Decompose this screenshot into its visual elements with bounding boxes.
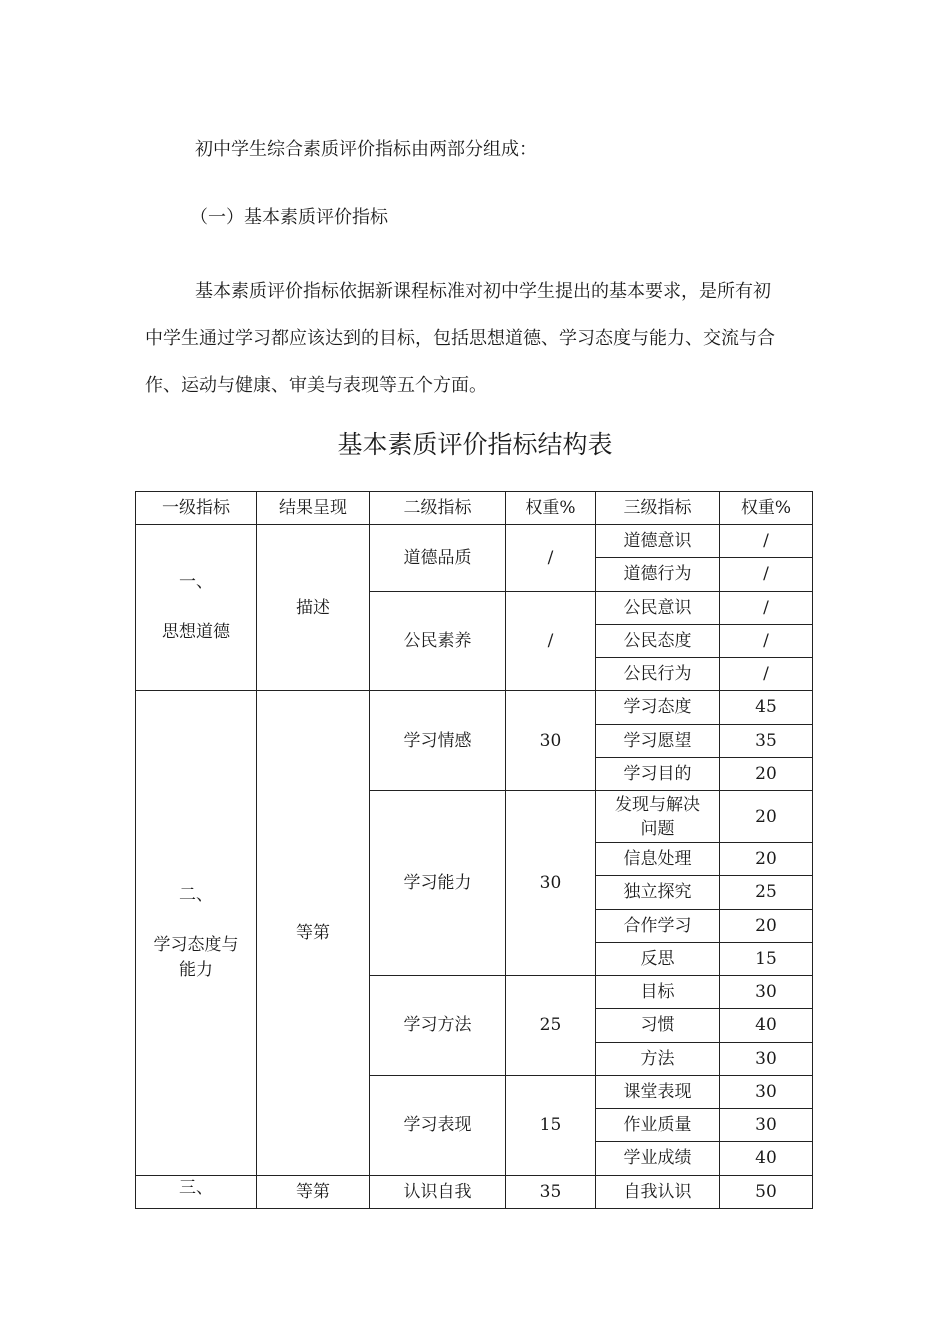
- level3-name-cell: 公民行为: [596, 658, 720, 691]
- level3-name-cell: 自我认识: [596, 1175, 720, 1208]
- level3-name-cell: 目标: [596, 976, 720, 1009]
- section-heading: （一）基本素质评价指标: [190, 207, 388, 228]
- level2-weight-cell: 35: [506, 1175, 596, 1208]
- table-row: [136, 525, 813, 558]
- level3-name-cell: 反思: [596, 942, 720, 975]
- level1-line: 三、: [179, 1177, 213, 1198]
- level3-weight-cell: /: [720, 591, 813, 624]
- header-cell: 权重%: [506, 492, 596, 525]
- cell-line: 发现与解决: [615, 794, 700, 815]
- level2-weight-cell: /: [506, 591, 596, 691]
- level3-weight-cell: 30: [720, 1109, 813, 1142]
- indicator-table: [135, 491, 813, 1209]
- body-line: 作、运动与健康、审美与表现等五个方面。: [145, 375, 487, 396]
- level3-weight-cell: 30: [720, 976, 813, 1009]
- level3-name-cell: 课堂表现: [596, 1075, 720, 1108]
- level3-name-cell: 道德行为: [596, 558, 720, 591]
- level3-weight-cell: /: [720, 525, 813, 558]
- level3-weight-cell: 15: [720, 942, 813, 975]
- cell-line: 问题: [640, 818, 675, 839]
- level1-line: 能力: [179, 959, 213, 980]
- level2-name-cell: 道德品质: [370, 525, 506, 592]
- level2-name-cell: 学习方法: [370, 976, 506, 1076]
- header-cell: 三级指标: [596, 492, 720, 525]
- table-row: [136, 691, 813, 724]
- level3-name-cell: 信息处理: [596, 843, 720, 876]
- header-cell: 二级指标: [370, 492, 506, 525]
- level3-name-cell: 学习愿望: [596, 724, 720, 757]
- level3-name-cell: 道德意识: [596, 525, 720, 558]
- table-body: [136, 525, 813, 1209]
- level3-weight-cell: 20: [720, 843, 813, 876]
- intro-text: 初中学生综合素质评价指标由两部分组成：: [195, 139, 537, 160]
- level3-name-cell: 公民态度: [596, 624, 720, 657]
- level3-name-cell: 习惯: [596, 1009, 720, 1042]
- level3-name-cell: 独立探究: [596, 876, 720, 909]
- header-cell: 一级指标: [136, 492, 257, 525]
- level1-line: 思想道德: [162, 622, 230, 643]
- header-cell: 权重%: [720, 492, 813, 525]
- level2-name-cell: 学习情感: [370, 691, 506, 791]
- level3-weight-cell: 30: [720, 1075, 813, 1108]
- level1-line: 二、: [179, 884, 213, 905]
- level3-weight-cell: 25: [720, 876, 813, 909]
- level3-name-cell: 学业成绩: [596, 1142, 720, 1175]
- level3-weight-cell: /: [720, 558, 813, 591]
- table-title: 基本素质评价指标结构表: [337, 430, 613, 459]
- level2-name-cell: 公民素养: [370, 591, 506, 691]
- level2-weight-cell: 30: [506, 791, 596, 976]
- level3-weight-cell: 20: [720, 791, 813, 843]
- body-line: 基本素质评价指标依据新课程标准对初中学生提出的基本要求，是所有初: [195, 281, 771, 302]
- level3-weight-cell: /: [720, 658, 813, 691]
- level3-weight-cell: 35: [720, 724, 813, 757]
- level2-weight-cell: 15: [506, 1075, 596, 1175]
- level1-cell: [136, 691, 257, 1175]
- level3-name-cell: 公民意识: [596, 591, 720, 624]
- level3-name-cell: 方法: [596, 1042, 720, 1075]
- level3-name-cell: 学习目的: [596, 757, 720, 790]
- level3-weight-cell: 20: [720, 909, 813, 942]
- header-row: [136, 492, 813, 525]
- level3-name-cell: [596, 791, 720, 843]
- level1-line: 学习态度与: [153, 934, 239, 955]
- level3-name-cell: 作业质量: [596, 1109, 720, 1142]
- result-cell: 等第: [257, 691, 370, 1175]
- result-cell: 等第: [257, 1175, 370, 1208]
- result-cell: 描述: [257, 525, 370, 691]
- level2-weight-cell: 25: [506, 976, 596, 1076]
- level3-weight-cell: 40: [720, 1009, 813, 1042]
- level1-cell: [136, 525, 257, 691]
- level3-weight-cell: /: [720, 624, 813, 657]
- level2-name-cell: 学习能力: [370, 791, 506, 976]
- level3-name-cell: 合作学习: [596, 909, 720, 942]
- level3-weight-cell: 50: [720, 1175, 813, 1208]
- level3-weight-cell: 45: [720, 691, 813, 724]
- level3-weight-cell: 20: [720, 757, 813, 790]
- level2-name-cell: 学习表现: [370, 1075, 506, 1175]
- level2-name-cell: 认识自我: [370, 1175, 506, 1208]
- body-line: 中学生通过学习都应该达到的目标，包括思想道德、学习态度与能力、交流与合: [145, 328, 775, 349]
- level3-weight-cell: 40: [720, 1142, 813, 1175]
- level3-weight-cell: 30: [720, 1042, 813, 1075]
- level1-cell: [136, 1175, 257, 1208]
- level1-line: 一、: [179, 572, 213, 593]
- header-cell: 结果呈现: [257, 492, 370, 525]
- level3-name-cell: 学习态度: [596, 691, 720, 724]
- level2-weight-cell: 30: [506, 691, 596, 791]
- level2-weight-cell: /: [506, 525, 596, 592]
- table-row: [136, 1175, 813, 1208]
